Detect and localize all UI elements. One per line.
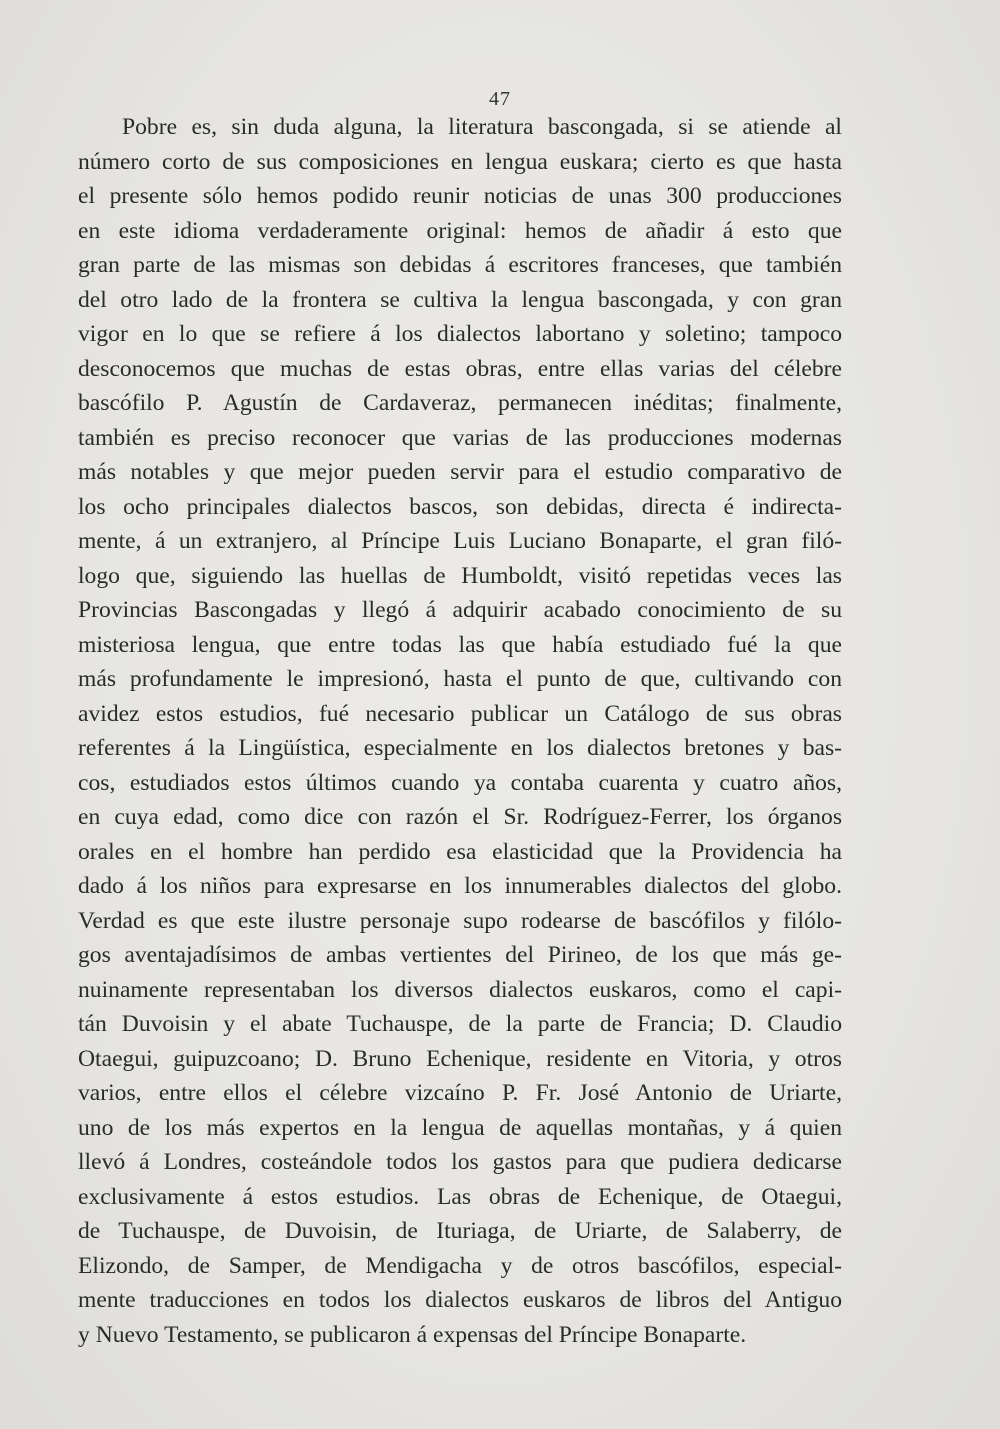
text-line: uno de los más expertos en la lengua de aquellas montañas, y á quien xyxy=(78,1114,842,1141)
text-line: mente traducciones en todos los dialectos euskaros de libros del Antiguo xyxy=(78,1287,842,1313)
text-line: dado á los niños para expresarse en los innumerables dialectos del globo. xyxy=(78,873,842,899)
text-line: gos aventajadísimos de ambas vertientes del Pirineo, de los que más ge- xyxy=(78,942,842,968)
text-line: más notables y que mejor pueden servir para el estudio comparativo de xyxy=(78,459,842,485)
text-line: Verdad es que este ilustre personaje supo rodearse de bascófilos y filólo- xyxy=(78,907,842,934)
text-line: Otaegui, guipuzcoano; D. Bruno Echenique, residente en Vitoria, y otros xyxy=(78,1045,842,1072)
text-line: Pobre es, sin duda alguna, la literatura bascongada, si se atiende al xyxy=(122,114,842,140)
text-line: el presente sólo hemos podido reunir noticias de unas 300 producciones xyxy=(78,183,842,209)
text-line: llevó á Londres, costeándole todos los gastos para que pudiera dedicarse xyxy=(78,1149,842,1175)
text-line: tán Duvoisin y el abate Tuchauspe, de la parte de Francia; D. Claudio xyxy=(78,1011,842,1037)
text-line: del otro lado de la frontera se cultiva la lengua bascongada, y con gran xyxy=(78,286,842,313)
text-line: más profundamente le impresionó, hasta el punto de que, cultivando con xyxy=(78,666,842,692)
text-line: vigor en lo que se refiere á los dialectos labortano y soletino; tampoco xyxy=(78,321,842,347)
text-line: logo que, siguiendo las huellas de Humboldt, visitó repetidas veces las xyxy=(78,562,842,589)
text-line: Provincias Bascongadas y llegó á adquirir acabado conocimiento de su xyxy=(78,597,842,623)
text-line: de Tuchauspe, de Duvoisin, de Ituriaga, de Uriarte, de Salaberry, de xyxy=(78,1218,842,1244)
page-number: 47 xyxy=(489,88,511,110)
text-line: en cuya edad, como dice con razón el Sr. Rodríguez-Ferrer, los órganos xyxy=(78,804,842,830)
text-line: desconocemos que muchas de estas obras, entre ellas varias del célebre xyxy=(78,355,842,382)
text-line: mente, á un extranjero, al Príncipe Luis Luciano Bonaparte, el gran filó- xyxy=(78,528,842,554)
text-line: nuinamente representaban los diversos dialectos euskaros, como el capi- xyxy=(78,976,842,1003)
text-line: número corto de sus composiciones en lengua euskara; cierto es que hasta xyxy=(78,148,842,175)
text-line: bascófilo P. Agustín de Cardaveraz, permanecen inéditas; finalmente, xyxy=(78,390,842,416)
text-line: Elizondo, de Samper, de Mendigacha y de otros bascófilos, especial- xyxy=(78,1252,842,1279)
body-text xyxy=(78,110,842,1352)
text-line: gran parte de las mismas son debidas á escritores franceses, que también xyxy=(78,252,842,278)
text-line: referentes á la Lingüística, especialmente en los dialectos bretones y bas- xyxy=(78,735,842,761)
text-line: cos, estudiados estos últimos cuando ya contaba cuarenta y cuatro años, xyxy=(78,769,842,796)
text-line: misteriosa lengua, que entre todas las que había estudiado fué la que xyxy=(78,631,842,658)
text-line: orales en el hombre han perdido esa elasticidad que la Providencia ha xyxy=(78,838,842,865)
text-line: los ocho principales dialectos bascos, son debidas, directa é indirecta- xyxy=(78,493,842,520)
text-line: exclusivamente á estos estudios. Las obras de Echenique, de Otaegui, xyxy=(78,1183,842,1210)
text-line: varios, entre ellos el célebre vizcaíno P. Fr. José Antonio de Uriarte, xyxy=(78,1080,842,1106)
text-line: en este idioma verdaderamente original: hemos de añadir á esto que xyxy=(78,217,842,244)
text-line: y Nuevo Testamento, se publicaron á expensas del Príncipe Bonaparte. xyxy=(78,1321,747,1348)
text-line: avidez estos estudios, fué necesario publicar un Catálogo de sus obras xyxy=(78,700,842,727)
text-line: también es preciso reconocer que varias de las producciones modernas xyxy=(78,424,842,451)
